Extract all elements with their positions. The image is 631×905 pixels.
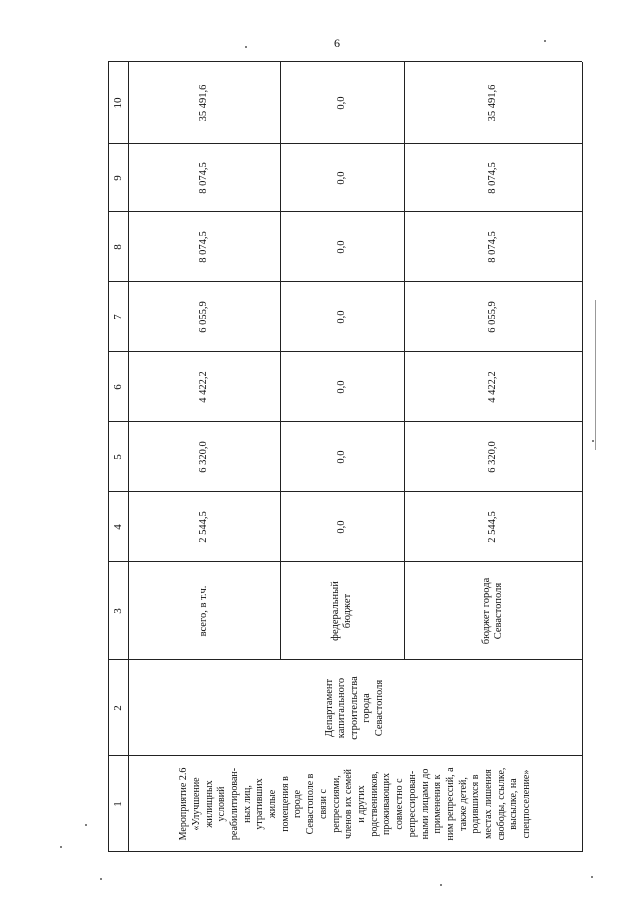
value-cell: 4 422,2 (486, 371, 498, 403)
value-cell: 2 544,5 (197, 511, 209, 543)
value-cell: 0,0 (335, 450, 347, 464)
value-cell: 6 055,9 (197, 301, 209, 333)
value-cell: 0,0 (335, 310, 347, 324)
scan-speck (544, 40, 546, 42)
scan-speck (440, 884, 442, 886)
executor-cell: Департамент капитального строительства города Севастополя (323, 676, 385, 740)
value-cell: 8 074,5 (197, 162, 209, 194)
value-cell: 0,0 (335, 171, 347, 185)
column-header: 5 (111, 454, 124, 460)
value-cell: 35 491,6 (197, 84, 209, 122)
value-cell: 0,0 (335, 96, 347, 110)
value-cell: 6 320,0 (486, 441, 498, 473)
value-cell: 0,0 (335, 520, 347, 534)
scan-speck (591, 876, 593, 878)
column-header: 6 (111, 384, 124, 390)
page-number: 6 (334, 36, 340, 50)
value-cell: 6 320,0 (197, 441, 209, 473)
column-header: 9 (111, 175, 124, 181)
value-cell: 0,0 (335, 240, 347, 254)
column-header: 1 (111, 801, 124, 807)
value-cell: 2 544,5 (486, 511, 498, 543)
value-cell: 8 074,5 (197, 231, 209, 263)
value-cell: 8 074,5 (486, 162, 498, 194)
column-header: 10 (111, 97, 124, 109)
column-header: 8 (111, 244, 124, 250)
scan-speck (592, 440, 594, 442)
value-cell: 4 422,2 (197, 371, 209, 403)
scan-speck (245, 46, 247, 48)
funding-source-cell: всего, в т.ч. (197, 585, 209, 637)
value-cell: 6 055,9 (486, 301, 498, 333)
value-cell: 0,0 (335, 380, 347, 394)
value-cell: 8 074,5 (486, 231, 498, 263)
column-header: 3 (111, 608, 124, 614)
scan-speck (60, 846, 62, 848)
scan-artifact-line (595, 300, 596, 450)
scan-speck (100, 878, 102, 880)
rotated-table (108, 62, 582, 852)
table-border-right (582, 62, 583, 852)
funding-source-cell: бюджет города Севастополя (480, 577, 504, 645)
value-cell: 35 491,6 (486, 84, 498, 122)
column-header: 7 (111, 314, 124, 320)
measure-name-cell: Мероприятие 2.6 «Улучшение жилищных условий реабилитирован- ных лиц, утративших жилые помещения в городе Севастополе в связи с репрессиями, членов их семей и других родственников, проживающих совместно с репрессирован- ными лицами до применения к ним репрессий, а также детей, родившихся в местах лишения свободы, ссылке, высылке, на спецпоселение» (178, 767, 533, 841)
scan-speck (85, 824, 87, 826)
funding-source-cell: федеральный бюджет (329, 581, 353, 641)
column-header: 2 (111, 705, 124, 711)
column-header: 4 (111, 524, 124, 530)
